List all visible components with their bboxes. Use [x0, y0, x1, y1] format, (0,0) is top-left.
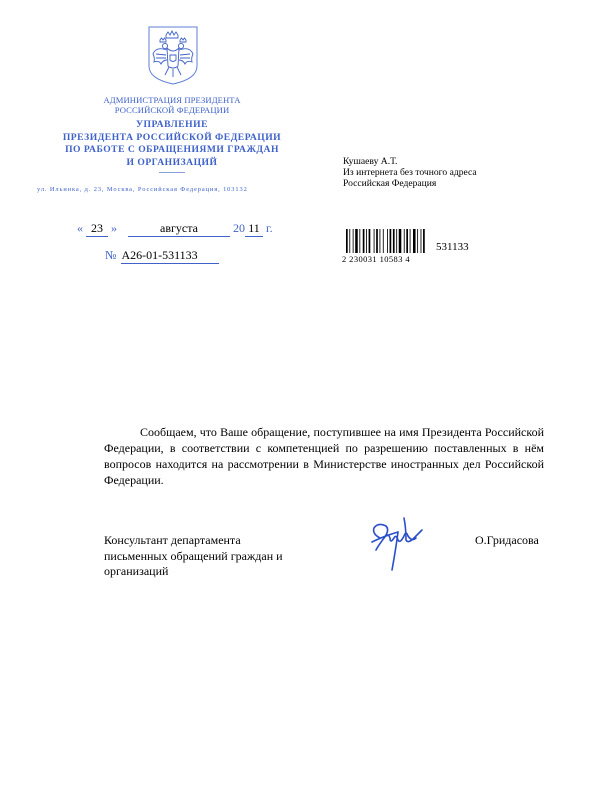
date-day: 23 — [86, 221, 108, 237]
letterhead-address: ул. Ильинка, д. 23, Москва, Российская Федерация, 103132 — [37, 186, 248, 193]
dept-line: И ОРГАНИЗАЦИЙ — [126, 156, 218, 168]
date-year-suffix: 11 — [245, 221, 263, 237]
letterhead-line-1: АДМИНИСТРАЦИЯ ПРЕЗИДЕНТА — [103, 95, 241, 105]
letterhead-line-2: РОССИЙСКОЙ ФЕДЕРАЦИИ — [114, 105, 230, 115]
recipient-block — [343, 156, 477, 189]
signatory-position — [104, 533, 283, 580]
letterhead-divider — [159, 172, 185, 173]
position-line: Консультант департамента — [104, 533, 241, 547]
date-year-mark: г. — [266, 221, 273, 235]
date-open-quote: « — [77, 221, 83, 235]
recipient-address-line: Из интернета без точного адреса — [343, 167, 477, 178]
dept-line: ПО РАБОТЕ С ОБРАЩЕНИЯМИ ГРАЖДАН — [65, 144, 279, 155]
position-line: письменных обращений граждан и — [104, 548, 283, 563]
barcode-code: 531133 — [436, 241, 469, 253]
dept-line: УПРАВЛЕНИЕ — [136, 119, 208, 130]
handwritten-signature-icon — [368, 508, 428, 576]
position-line: организаций — [104, 564, 169, 578]
recipient-name: Кушаеву А.Т. — [343, 156, 398, 167]
letterhead-department — [42, 119, 302, 169]
barcode-icon — [346, 229, 430, 253]
barcode-digits: 2 230031 10583 4 — [342, 254, 411, 264]
body-paragraph: Сообщаем, что Ваше обращение, поступившее на имя Президента Российской Федерации, в соответствии с компетенцией по разрешению поставленных в нём вопросов находится на рассмотрении в Министерстве иностранных дел Российской Федерации. — [104, 425, 544, 487]
double-headed-eagle-emblem-icon — [146, 24, 200, 86]
letterhead-administration — [52, 95, 292, 115]
date-year-prefix: 20 — [233, 221, 245, 235]
letter-body — [104, 424, 544, 488]
date-month: августа — [128, 221, 230, 237]
recipient-country: Российская Федерация — [343, 178, 437, 189]
registration-value: А26-01-531133 — [121, 248, 219, 264]
document-date — [77, 221, 273, 237]
signatory-name: О.Гридасова — [475, 533, 539, 547]
dept-line: ПРЕЗИДЕНТА РОССИЙСКОЙ ФЕДЕРАЦИИ — [62, 131, 282, 143]
registration-number — [105, 248, 219, 264]
date-close-quote: » — [111, 221, 117, 235]
number-sign: № — [105, 248, 117, 262]
